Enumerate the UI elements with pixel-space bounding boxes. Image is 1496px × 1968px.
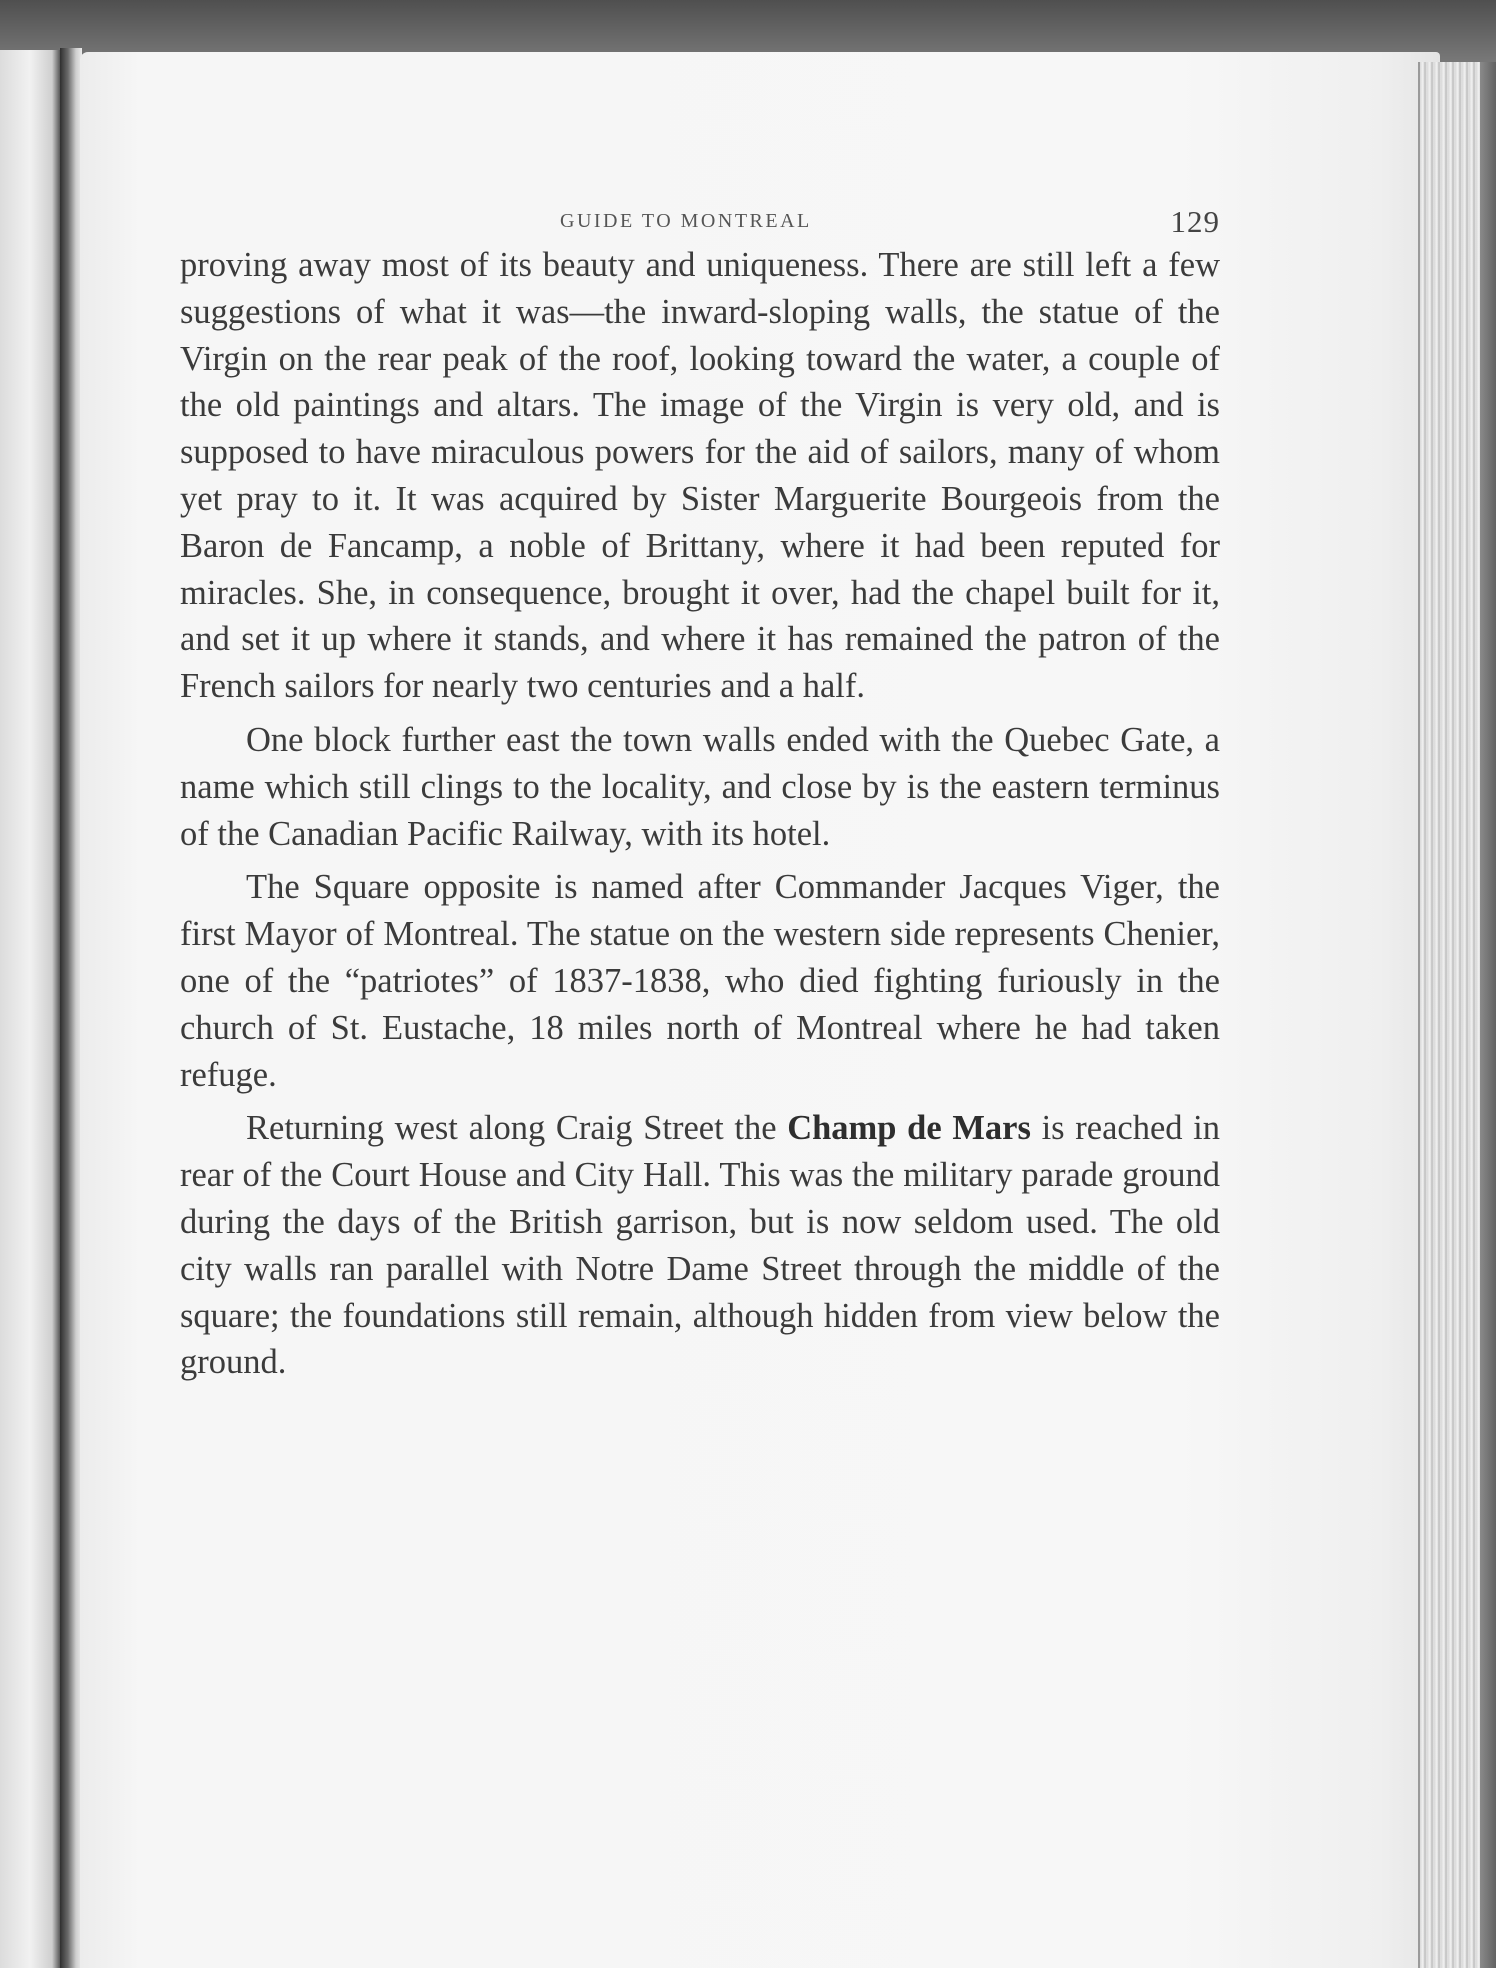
champ-de-mars-heading: Champ de Mars <box>787 1109 1031 1148</box>
left-page-edge <box>0 50 62 1968</box>
paragraph-4-lead: Returning west along Craig Street the <box>246 1109 777 1148</box>
book-gutter <box>60 48 82 1968</box>
page-stack-edges <box>1418 62 1480 1968</box>
body-text <box>180 242 1220 1386</box>
page-number: 129 <box>1170 204 1220 239</box>
paragraph-1: proving away most of its beauty and uniqueness. There are still left a few suggestions of what it was—the inward-sloping walls, the statue of the Virgin on the rear peak of the roof, looking toward the water, a couple of the old paintings and altars. The image of the Virgin is very old, and is supposed to have miraculous powers for the aid of sailors, many of whom yet pray to it. It was acquired by Sister Marguerite Bourgeois from the Baron de Fancamp, a noble of Brittany, where it had been reputed for miracles. She, in consequence, brought it over, had the chapel built for it, and set it up where it stands, and where it has remained the patron of the French sailors for nearly two centuries and a half. <box>180 246 1220 706</box>
running-head <box>180 196 1220 242</box>
running-head-title: GUIDE TO MONTREAL <box>560 210 812 232</box>
paragraph-3: The Square opposite is named after Commander Jacques Viger, the first Mayor of Montreal. The statue on the western side represents Chenier, one of the “patriotes” of 1837-1838, who died fighting furiously in the church of St. Eustache, 18 miles north of Montreal where he had taken refuge. <box>180 868 1220 1094</box>
paragraph-2: One block further east the town walls ended with the Quebec Gate, a name which still clings to the locality, and close by is the eastern terminus of the Canadian Pacific Railway, with its hotel. <box>180 720 1220 853</box>
page-content <box>180 196 1220 1386</box>
paragraph-4 <box>180 1105 1220 1386</box>
paragraph-4-rest: is reached in rear of the Court House and City Hall. This was the military parade ground during the days of the British garrison, but is now seldom used. The old city walls ran parallel with Notre Dame Street through the middle of the square; the foundations still remain, although hidden from view below the ground. <box>180 1109 1221 1382</box>
